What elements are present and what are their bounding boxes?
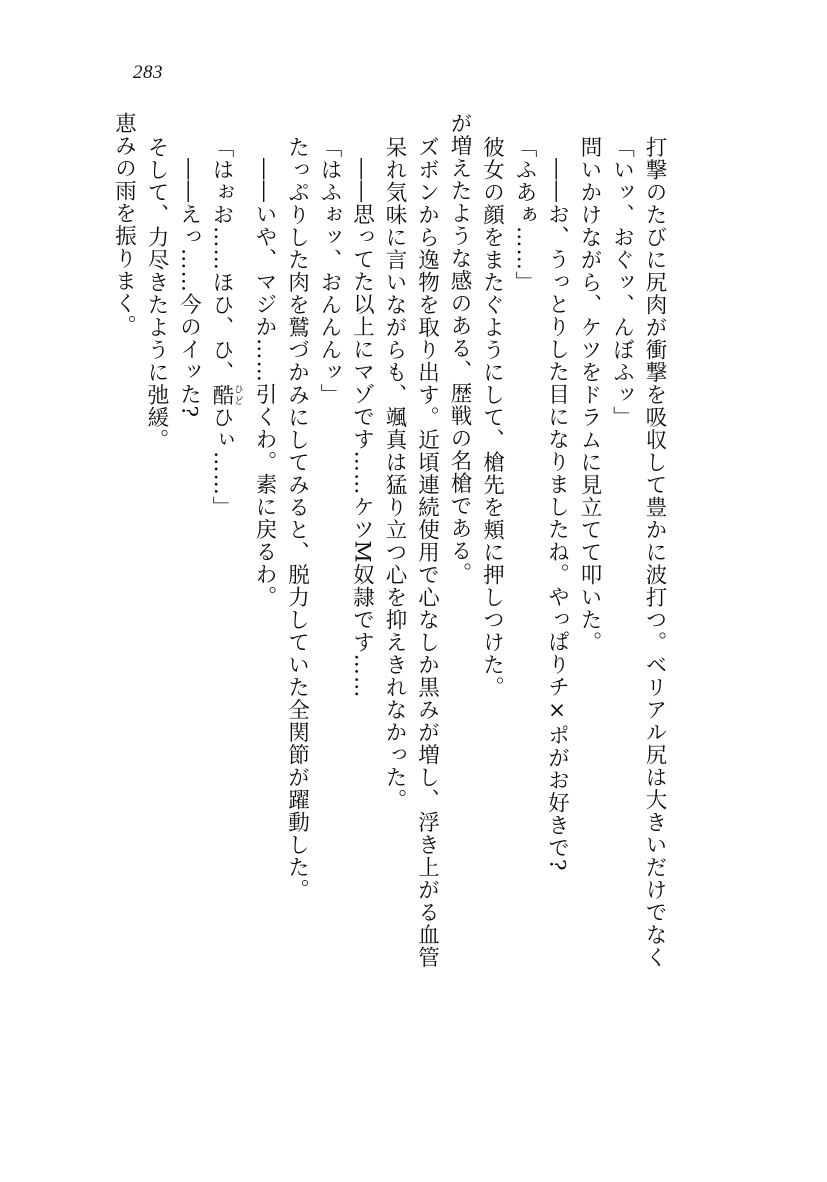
text-column: 「はふぉッ、おんんんッ」	[317, 136, 342, 406]
text-column: ズボンから逸物を取り出す。近頃連続使用で心なしか黒みが増し、浮き上がる血管	[414, 136, 440, 969]
text-column: 彼女の顔をまたぐようにして、槍先を頬に押しつけた。	[479, 136, 505, 699]
text-column: ――えっ……今のイッた?	[176, 158, 202, 419]
ruby-annotation: 酷ひど	[209, 383, 243, 406]
text-column: たっぷりした肉を鷲づかみにしてみると、脱力していた全関節が躍動した。	[284, 136, 310, 901]
text-column: 「ふあぁ……」	[512, 136, 537, 294]
vertical-text-body	[102, 112, 732, 1077]
text-column: 打撃のたびに尻肉が衝撃を吸収して豊かに波打つ。ベリアル尻は大きいだけでなく	[642, 136, 667, 969]
text-column: が増えたような感のある、歴戦の名槍である。	[447, 112, 472, 585]
text-column-with-ruby: 「はぉお……ほひ、ひ、酷ひどひぃ……」	[209, 136, 243, 519]
text-column: ――いや、マジか……引くわ。素に戻るわ。	[252, 158, 277, 608]
text-column: 呆れ気味に言いながらも、颯真は猛り立つ心を抑えきれなかった。	[382, 136, 407, 811]
text-column: ――思ってた以上にマゾです……ケツM奴隷です……	[349, 158, 375, 699]
text-column: 「いッ、おぐッ、んぼふッ」	[609, 136, 635, 429]
text-column: 恵みの雨を振りまく。	[111, 112, 137, 337]
page-number: 283	[133, 62, 163, 83]
text-column: そして、力尽きたように弛緩。	[144, 136, 169, 451]
text-column: 問いかけながら、ケツをドラムに見立てて叩いた。	[577, 136, 602, 654]
text-column: ――お、うっとりした目になりましたね。やっぱりチ×ポがお好きで?	[544, 158, 570, 872]
